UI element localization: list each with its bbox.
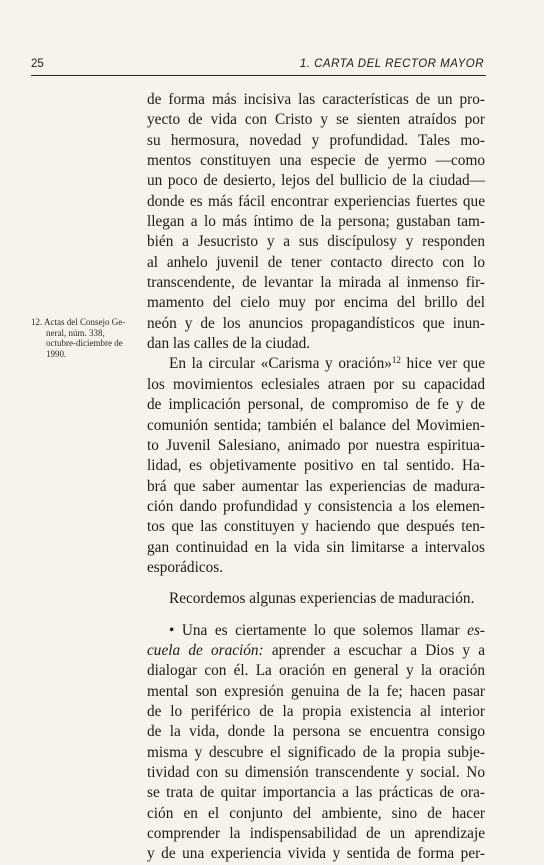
text-line: esporádicos. — [147, 558, 224, 576]
text-line: dan las calles de la ciudad. — [147, 335, 311, 353]
paragraph-2 — [147, 354, 485, 578]
text-line: ción dando profundidad y consistencia a los elemen- — [147, 497, 485, 515]
footnote-line: 1990. — [46, 348, 67, 359]
footnote-12 — [31, 317, 139, 359]
text-line: brá que saber aumentar las experiencias de madura- — [147, 477, 485, 495]
text-line: su hermosura, novedad y profundidad. Tales mo- — [147, 131, 485, 149]
text-line: comunión sentida; también el balance del Movimien- — [147, 416, 485, 434]
footnote-line: 12. Actas del Consejo Ge- — [31, 317, 126, 327]
text-line: gan continuidad en la vida sin limitarse a intervalos — [147, 538, 485, 556]
text-line: de implicación personal, de compromiso de fe y de — [147, 396, 485, 414]
text-line: comprender la indispensabilidad de un aprendizaje — [147, 825, 485, 843]
text-line: de la vida, donde la persona se encuentra consigo — [147, 723, 485, 741]
text-line: mental son expresión genuina de la fe; hacen pasar — [147, 682, 485, 700]
text-segment: En la circular «Carisma y oración» — [169, 355, 392, 373]
text-line: al anhelo juvenil de tener contacto directo con lo — [147, 253, 485, 271]
text-line: de forma más incisiva las características de un pro- — [147, 91, 485, 108]
text-line: bién a Jesucristo y a sus discípulosy y responden — [147, 233, 485, 251]
text-line: to Juvenil Salesiano, animado por nuestra espiritua- — [147, 436, 485, 454]
footnote-line: octubre-diciembre de — [46, 338, 123, 348]
text-line: mentos constituyen una especie de yermo —como — [147, 152, 485, 170]
text-segment: • Una es ciertamente lo que solemos llamar — [169, 621, 468, 639]
text-line: yecto de vida con Cristo y se sienten atraídos por — [147, 111, 485, 129]
text-line: los movimientos eclesiales atraen por su capacidad — [147, 375, 485, 393]
text-line: se trata de quitar importancia a las prácticas de ora- — [147, 784, 485, 802]
text-line — [147, 621, 485, 641]
main-text-column — [147, 90, 485, 865]
text-line: Recordemos algunas experiencias de maduración. — [169, 590, 475, 608]
text-line: donde es más fácil encontrar experiencias fuertes que — [147, 192, 485, 210]
text-line: ción en el conjunto del ambiente, sino de hacer — [147, 804, 485, 822]
text-line: transcendente, de levantar la mirada al inmenso fir- — [147, 274, 485, 292]
text-line: misma y descubre el significado de la propia subje- — [147, 743, 485, 761]
running-header — [31, 57, 486, 76]
text-segment: hice ver que — [400, 355, 485, 373]
paragraph-3 — [147, 589, 485, 609]
text-line: y de una experiencia vivida y sentida de forma per- — [147, 845, 485, 863]
italic-term: es- — [467, 621, 485, 639]
text-line — [147, 354, 485, 374]
text-line: neón y de los anuncios propagandísticos que inun- — [147, 314, 485, 332]
text-line — [147, 641, 485, 661]
running-title: 1. CARTA DEL RECTOR MAYOR — [299, 58, 484, 70]
text-line: un poco de desierto, lejos del bullicio de la ciudad— — [147, 172, 485, 190]
text-segment: aprender a escuchar a Dios y a — [263, 641, 485, 659]
paragraph-4 — [147, 621, 485, 865]
page-number: 25 — [31, 58, 44, 70]
text-line: mamento del cielo muy por encima del brillo del — [147, 294, 485, 312]
text-line: tos que las constituyen y haciendo que después ten- — [147, 518, 485, 536]
text-line: de lo periférico de la propia existencia al interior — [147, 702, 485, 720]
footnote-line: neral, núm. 338, — [46, 327, 105, 338]
text-line: llegan a lo más íntimo de la persona; gustaban tam- — [147, 213, 485, 231]
paragraph-1 — [147, 90, 485, 354]
text-line: tividad con su dimensión transcendente y social. No — [147, 764, 485, 781]
text-line: dialogar con él. La oración en general y la oración — [147, 662, 485, 680]
text-line: lidad, es objetivamente positivo en tal sentido. Ha- — [147, 457, 485, 475]
footnote-ref-12: 12 — [391, 355, 401, 366]
italic-term: cuela de oración: — [147, 641, 264, 659]
